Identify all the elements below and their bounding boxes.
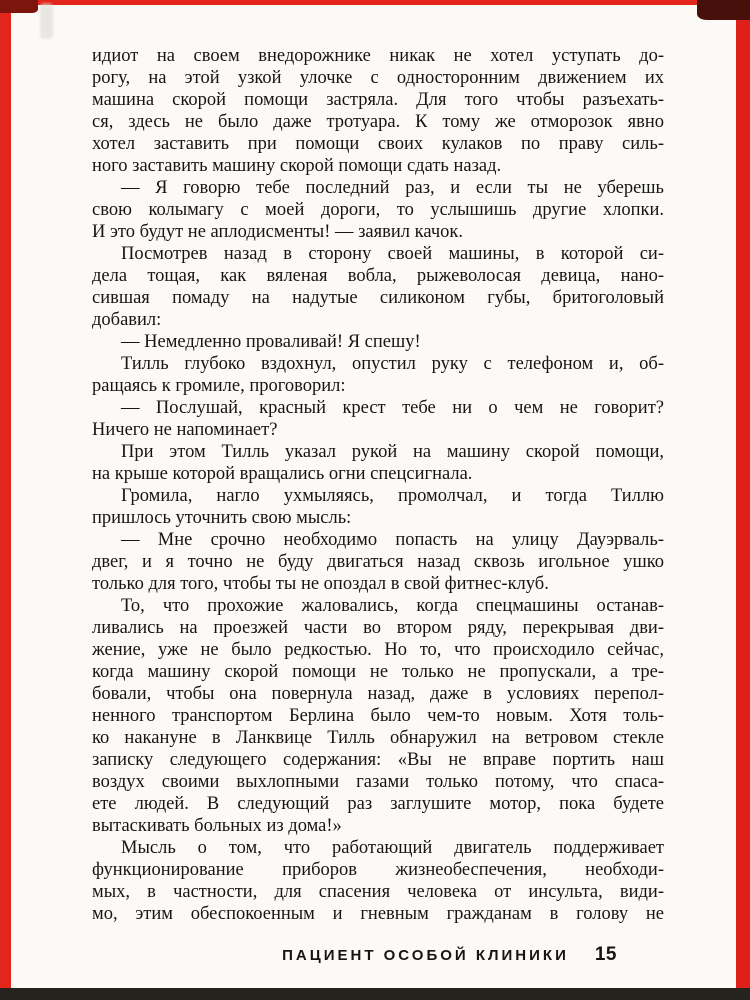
text-line: бовали, чтобы она повернула назад, даже в условиях перепол- bbox=[92, 684, 664, 704]
text-line: мо, этим обеспокоенным и гневным гражданам в голову не bbox=[92, 904, 664, 924]
page-edge-top bbox=[0, 0, 750, 5]
text-line: — Я говорю тебе последний раз, и если ты не уберешь bbox=[121, 178, 664, 198]
text-line: добавил: bbox=[92, 310, 162, 330]
text-line: сившая помаду на надутые силиконом губы, бритоголовый bbox=[92, 288, 664, 308]
text-line: функционирование приборов жизнеобеспечения, необходи- bbox=[92, 860, 664, 880]
text-line: ете людей. В следующий раз заглушите мотор, пока будете bbox=[92, 794, 664, 814]
text-line: — Мне срочно необходимо попасть на улицу Дауэрваль- bbox=[121, 530, 664, 550]
text-line: только для того, чтобы ты не опоздал в свой фитнес-клуб. bbox=[92, 574, 549, 594]
text-line: рогу, на этой узкой улочке с односторонним движением их bbox=[92, 68, 664, 88]
text-line: ся, здесь не было даже тротуара. К тому же отморозок явно bbox=[92, 112, 664, 132]
text-line: машина скорой помощи застряла. Для того чтобы разъехать- bbox=[92, 90, 664, 110]
text-line: идиот на своем внедорожнике никак не хотел уступать до- bbox=[92, 46, 664, 66]
text-line: двег, и я точно не буду двигаться назад сквозь игольное ушко bbox=[92, 552, 664, 572]
text-line: ливались на проезжей части во втором ряду, перекрывая дви- bbox=[92, 618, 664, 638]
text-line: пришлось уточнить свою мысль: bbox=[92, 508, 352, 528]
text-line: Громила, нагло ухмыляясь, промолчал, и тогда Тиллю bbox=[121, 486, 664, 506]
text-line: воздух своими выхлопными газами только потому, что спаса- bbox=[92, 772, 664, 792]
text-line: Посмотрев назад в сторону своей машины, в которой си- bbox=[121, 244, 664, 264]
text-line: Мысль о том, что работающий двигатель поддерживает bbox=[121, 838, 664, 858]
text-line: свою колымагу с моей дороги, то услышишь другие хлопки. bbox=[92, 200, 664, 220]
text-line: — Послушай, красный крест тебе ни о чем не говорит? bbox=[121, 398, 664, 418]
text-line: При этом Тилль указал рукой на машину скорой помощи, bbox=[121, 442, 664, 462]
text-line: хотел заставить при помощи своих кулаков по праву силь- bbox=[92, 134, 664, 154]
text-line: — Немедленно проваливай! Я спешу! bbox=[121, 332, 421, 352]
running-title: ПАЦИЕНТ ОСОБОЙ КЛИНИКИ bbox=[282, 947, 569, 964]
running-footer bbox=[282, 946, 617, 965]
text-line: И это будут не аплодисменты! — заявил качок. bbox=[92, 222, 463, 242]
text-line: вытаскивать больных из дома!» bbox=[92, 816, 342, 836]
page-edge-right bbox=[736, 0, 750, 1000]
scan-crease-artifact bbox=[40, 3, 53, 39]
text-line: ненного транспортом Берлина было чем-то новым. Хотя толь- bbox=[92, 706, 664, 726]
text-line: ращаясь к громиле, проговорил: bbox=[92, 376, 346, 396]
text-line: Тилль глубоко вздохнул, опустил руку с телефоном и, об- bbox=[121, 354, 664, 374]
page-corner-top-left bbox=[0, 0, 38, 13]
page-number: 15 bbox=[594, 944, 617, 965]
page-edge-left bbox=[0, 0, 11, 1000]
text-line: записку следующего содержания: «Вы не вправе портить наш bbox=[92, 750, 664, 770]
text-line: Ничего не напоминает? bbox=[92, 420, 278, 440]
page-text bbox=[92, 45, 664, 925]
text-line: когда машину скорой помощи не только не пропускали, а тре- bbox=[92, 662, 664, 682]
text-line: То, что прохожие жаловались, когда спецмашины останав- bbox=[121, 596, 664, 616]
page-edge-bottom bbox=[0, 988, 750, 1000]
text-line: ко накануне в Ланквице Тилль обнаружил на ветровом стекле bbox=[92, 728, 664, 748]
text-line: жение, уже не было редкостью. Но то, что происходило сейчас, bbox=[92, 640, 664, 660]
text-line: мых, в частности, для спасения человека от инсульта, види- bbox=[92, 882, 664, 902]
page-corner-top-right bbox=[697, 0, 750, 20]
text-line: на крыше которой вращались огни спецсигнала. bbox=[92, 464, 473, 484]
text-line: дела тощая, как вяленая вобла, рыжеволосая девица, нано- bbox=[92, 266, 664, 286]
text-line: ного заставить машину скорой помощи сдать назад. bbox=[92, 156, 502, 176]
